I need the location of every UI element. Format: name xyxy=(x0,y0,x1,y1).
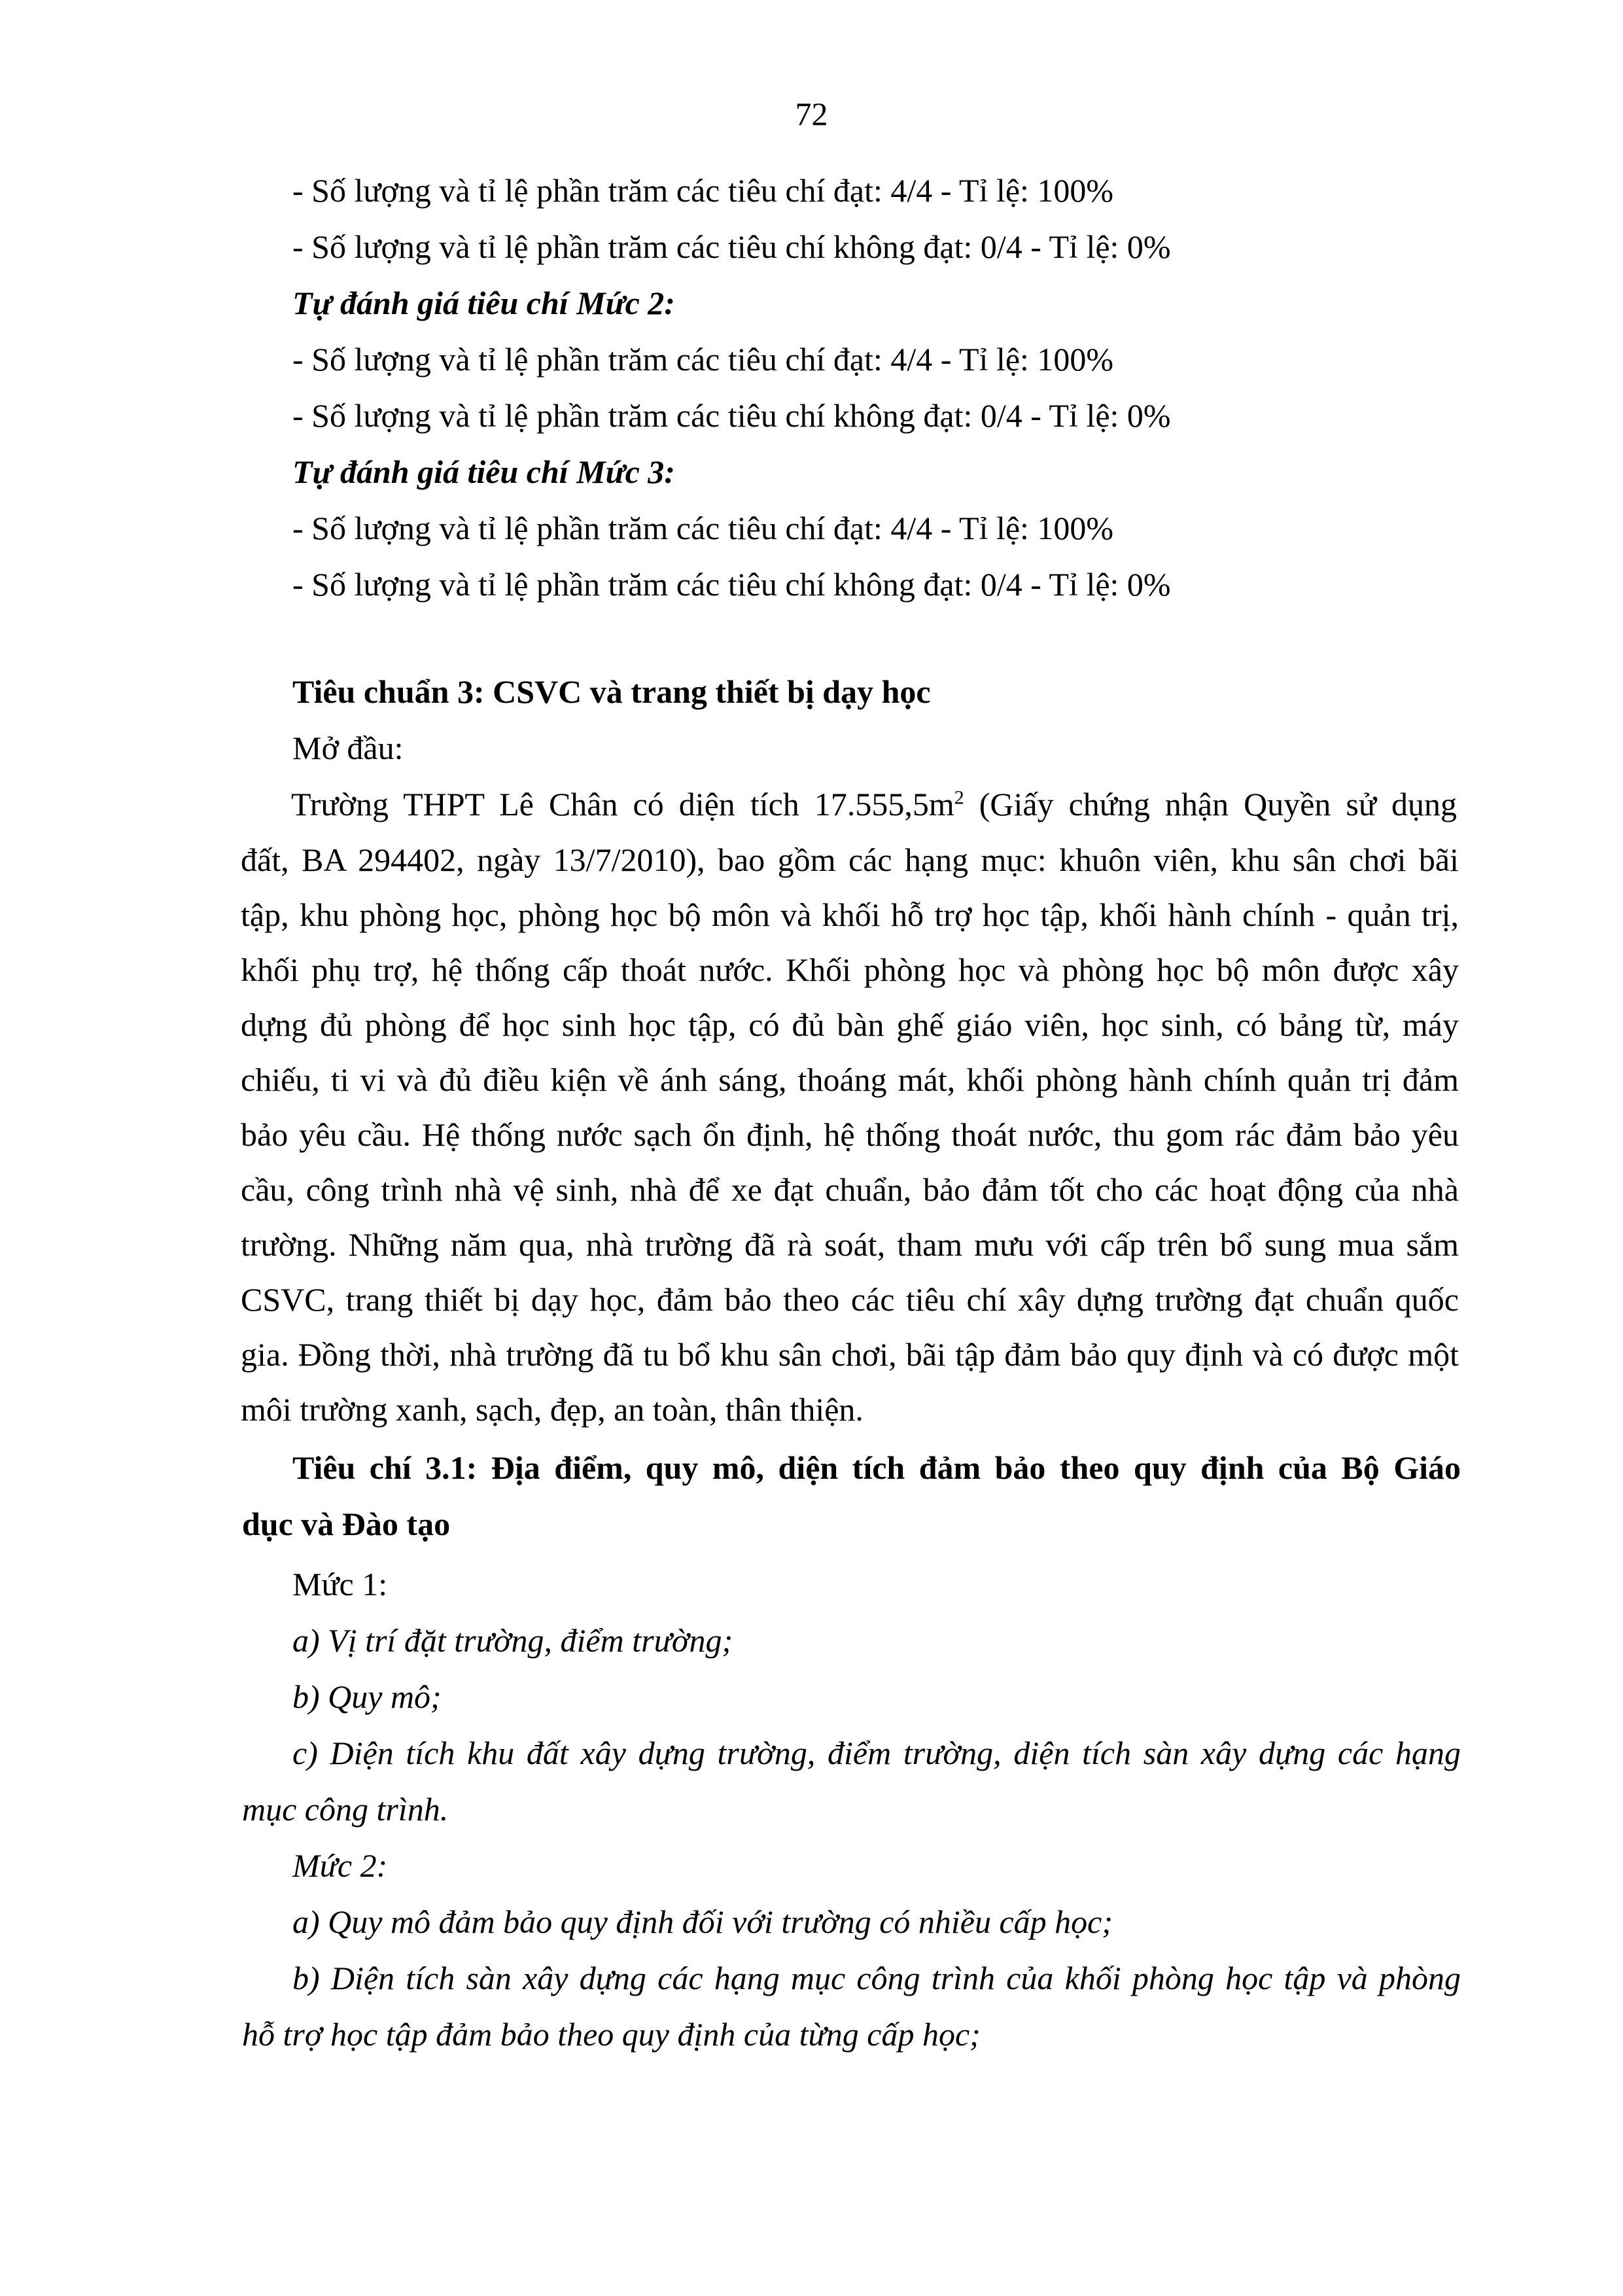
intro-paragraph xyxy=(241,776,1459,1437)
section-spacer xyxy=(292,612,1457,663)
level1-item-b: b) Quy mô; xyxy=(292,1678,442,1715)
summary-level1-failed: - Số lượng và tỉ lệ phần trăm các tiêu chí không đạt: 0/4 - Tỉ lệ: 0% xyxy=(292,228,1171,265)
level2-label: Mức 2: xyxy=(292,1847,388,1884)
intro-line: khối phụ trợ, hệ thống cấp thoát nước. Khối phòng học và phòng học bộ môn được xây xyxy=(241,951,1459,988)
level1-item-c-line2: mục công trình. xyxy=(242,1791,449,1828)
intro-line: tập, khu phòng học, phòng học bộ môn và khối hỗ trợ học tập, khối hành chính - quản trị, xyxy=(241,896,1459,933)
criterion-heading-line1: Tiêu chí 3.1: Địa điểm, quy mô, diện tích đảm bảo theo quy định của Bộ Giáo xyxy=(292,1449,1461,1486)
level2-item-b-line1: b) Diện tích sàn xây dựng các hạng mục công trình của khối phòng học tập và phòng xyxy=(292,1960,1461,1996)
level2-item-b-line2: hỗ trợ học tập đảm bảo theo quy định của từng cấp học; xyxy=(242,2016,981,2053)
summary-level3-passed: - Số lượng và tỉ lệ phần trăm các tiêu chí đạt: 4/4 - Tỉ lệ: 100% xyxy=(292,510,1114,546)
page-content xyxy=(241,162,1461,2062)
intro-first-line-a: Trường THPT Lê Chân có diện tích 17.555,5m xyxy=(291,786,954,822)
intro-superscript: 2 xyxy=(954,786,964,809)
level2-item-a: a) Quy mô đảm bảo quy định đối với trường có nhiều cấp học; xyxy=(292,1903,1113,1940)
intro-line: dựng đủ phòng để học sinh học tập, có đủ bàn ghế giáo viên, học sinh, có bảng từ, máy xyxy=(241,1006,1459,1043)
intro-line: chiếu, ti vi và đủ điều kiện về ánh sáng, thoáng mát, khối phòng hành chính quản trị đảm xyxy=(241,1061,1459,1098)
intro-first-line-b: (Giấy chứng nhận Quyền sử dụng xyxy=(964,786,1457,822)
summary-level1-passed: - Số lượng và tỉ lệ phần trăm các tiêu chí đạt: 4/4 - Tỉ lệ: 100% xyxy=(292,172,1114,209)
intro-label: Mở đầu: xyxy=(292,730,404,766)
intro-first-line xyxy=(291,776,1457,832)
intro-line: cầu, công trình nhà vệ sinh, nhà để xe đạt chuẩn, bảo đảm tốt cho các hoạt động của nhà xyxy=(241,1171,1459,1208)
intro-body-lines xyxy=(241,832,1459,1437)
level1-label: Mức 1: xyxy=(292,1566,388,1602)
intro-line: trường. Những năm qua, nhà trường đã rà soát, tham mưu với cấp trên bổ sung mua sắm xyxy=(241,1226,1459,1263)
level1-item-c-line1: c) Diện tích khu đất xây dựng trường, điểm trường, diện tích sàn xây dựng các hạng xyxy=(292,1735,1461,1771)
criterion-heading xyxy=(242,1439,1461,1552)
page-number: 72 xyxy=(795,96,828,132)
intro-line: gia. Đồng thời, nhà trường đã tu bổ khu sân chơi, bãi tập đảm bảo quy định và có được một xyxy=(241,1336,1459,1373)
summary-level3-failed: - Số lượng và tỉ lệ phần trăm các tiêu chí không đạt: 0/4 - Tỉ lệ: 0% xyxy=(292,566,1171,603)
intro-line: bảo yêu cầu. Hệ thống nước sạch ổn định, hệ thống thoát nước, thu gom rác đảm bảo yêu xyxy=(241,1116,1459,1153)
level1-item-a: a) Vị trí đặt trường, điểm trường; xyxy=(292,1622,733,1659)
criterion-heading-line2: dục và Đào tạo xyxy=(242,1506,451,1542)
summary-level2-failed: - Số lượng và tỉ lệ phần trăm các tiêu chí không đạt: 0/4 - Tỉ lệ: 0% xyxy=(292,397,1171,434)
intro-line-last: môi trường xanh, sạch, đẹp, an toàn, thân thiện. xyxy=(241,1391,864,1428)
summary-level2-passed: - Số lượng và tỉ lệ phần trăm các tiêu chí đạt: 4/4 - Tỉ lệ: 100% xyxy=(292,341,1114,378)
level3-self-assessment-heading: Tự đánh giá tiêu chí Mức 3: xyxy=(292,453,675,490)
intro-line: CSVC, trang thiết bị dạy học, đảm bảo theo các tiêu chí xây dựng trường đạt chuẩn quốc xyxy=(241,1281,1459,1318)
standard-heading: Tiêu chuẩn 3: CSVC và trang thiết bị dạy học xyxy=(292,673,931,710)
intro-line: đất, BA 294402, ngày 13/7/2010), bao gồm các hạng mục: khuôn viên, khu sân chơi bãi xyxy=(241,841,1459,878)
level2-self-assessment-heading: Tự đánh giá tiêu chí Mức 2: xyxy=(292,285,675,321)
